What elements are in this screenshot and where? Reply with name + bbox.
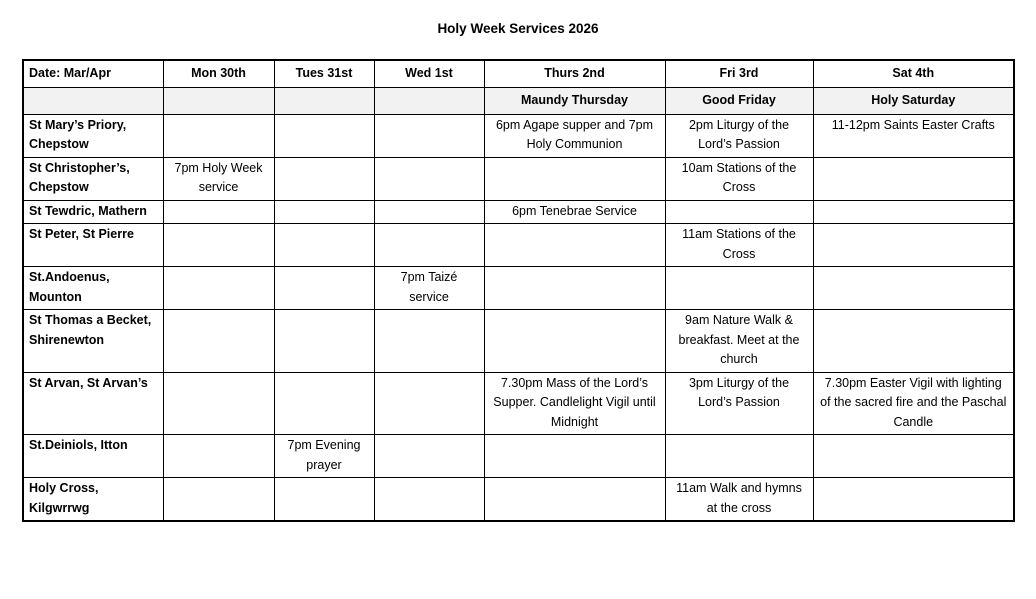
church-name-cell: St Mary’s Priory, Chepstow xyxy=(23,114,163,157)
church-name-cell: St Tewdric, Mathern xyxy=(23,200,163,224)
service-cell xyxy=(374,200,484,224)
service-cell: 11am Walk and hymns at the cross xyxy=(665,478,813,522)
column-header-wed: Wed 1st xyxy=(374,60,484,87)
service-cell xyxy=(665,267,813,310)
service-cell xyxy=(484,267,665,310)
column-subheader xyxy=(23,87,163,114)
service-cell xyxy=(484,157,665,200)
church-name-cell: Holy Cross, Kilgwrrwg xyxy=(23,478,163,522)
column-subheader-good-friday: Good Friday xyxy=(665,87,813,114)
column-subheader xyxy=(163,87,274,114)
service-cell xyxy=(665,200,813,224)
church-name-cell: St Peter, St Pierre xyxy=(23,224,163,267)
service-cell xyxy=(163,224,274,267)
service-cell xyxy=(163,114,274,157)
table-row xyxy=(23,435,1014,478)
column-subheader xyxy=(274,87,374,114)
service-cell xyxy=(163,310,274,373)
service-cell xyxy=(813,435,1014,478)
service-cell xyxy=(274,114,374,157)
service-cell: 11-12pm Saints Easter Crafts xyxy=(813,114,1014,157)
service-cell xyxy=(484,435,665,478)
church-name-cell: St Arvan, St Arvan’s xyxy=(23,372,163,435)
service-cell: 10am Stations of the Cross xyxy=(665,157,813,200)
service-cell xyxy=(813,478,1014,522)
service-cell: 6pm Tenebrae Service xyxy=(484,200,665,224)
service-cell xyxy=(163,200,274,224)
column-subheader-holy-saturday: Holy Saturday xyxy=(813,87,1014,114)
service-cell xyxy=(484,478,665,522)
service-cell xyxy=(665,435,813,478)
table-row xyxy=(23,372,1014,435)
service-cell xyxy=(274,157,374,200)
service-cell: 2pm Liturgy of the Lord’s Passion xyxy=(665,114,813,157)
service-cell xyxy=(813,157,1014,200)
service-cell xyxy=(274,478,374,522)
table-row xyxy=(23,157,1014,200)
service-cell xyxy=(374,310,484,373)
service-cell xyxy=(813,224,1014,267)
church-name-cell: St Christopher’s, Chepstow xyxy=(23,157,163,200)
church-name-cell: St.Andoenus, Mounton xyxy=(23,267,163,310)
service-cell xyxy=(374,224,484,267)
service-cell xyxy=(813,200,1014,224)
column-header-thurs: Thurs 2nd xyxy=(484,60,665,87)
service-cell xyxy=(374,435,484,478)
service-cell: 6pm Agape supper and 7pm Holy Communion xyxy=(484,114,665,157)
table-subheader-row xyxy=(23,87,1014,114)
service-cell xyxy=(274,310,374,373)
service-cell: 9am Nature Walk & breakfast. Meet at the church xyxy=(665,310,813,373)
service-cell xyxy=(484,224,665,267)
service-cell xyxy=(163,478,274,522)
column-subheader xyxy=(374,87,484,114)
column-header-tues: Tues 31st xyxy=(274,60,374,87)
table-row xyxy=(23,114,1014,157)
table-header-row xyxy=(23,60,1014,87)
service-cell xyxy=(813,310,1014,373)
holy-week-services-table xyxy=(22,59,1015,522)
service-cell xyxy=(374,372,484,435)
church-name-cell: St Thomas a Becket, Shirenewton xyxy=(23,310,163,373)
service-cell xyxy=(274,372,374,435)
service-cell: 7.30pm Easter Vigil with lighting of the sacred fire and the Paschal Candle xyxy=(813,372,1014,435)
column-header-fri: Fri 3rd xyxy=(665,60,813,87)
service-cell xyxy=(274,267,374,310)
service-cell xyxy=(274,200,374,224)
service-cell xyxy=(163,372,274,435)
table-row xyxy=(23,224,1014,267)
service-cell: 3pm Liturgy of the Lord’s Passion xyxy=(665,372,813,435)
service-cell: 7pm Taizé service xyxy=(374,267,484,310)
column-header-mon: Mon 30th xyxy=(163,60,274,87)
table-row xyxy=(23,310,1014,373)
service-cell: 7.30pm Mass of the Lord’s Supper. Candlelight Vigil until Midnight xyxy=(484,372,665,435)
column-header-date: Date: Mar/Apr xyxy=(23,60,163,87)
church-name-cell: St.Deiniols, Itton xyxy=(23,435,163,478)
service-cell xyxy=(813,267,1014,310)
service-cell xyxy=(163,267,274,310)
table-row xyxy=(23,478,1014,522)
service-cell xyxy=(374,478,484,522)
service-cell xyxy=(374,114,484,157)
page-title: Holy Week Services 2026 xyxy=(437,21,599,36)
service-cell xyxy=(484,310,665,373)
column-subheader-maundy-thursday: Maundy Thursday xyxy=(484,87,665,114)
table-row xyxy=(23,200,1014,224)
service-cell: 7pm Holy Week service xyxy=(163,157,274,200)
column-header-sat: Sat 4th xyxy=(813,60,1014,87)
service-cell xyxy=(374,157,484,200)
service-cell: 11am Stations of the Cross xyxy=(665,224,813,267)
service-cell: 7pm Evening prayer xyxy=(274,435,374,478)
service-cell xyxy=(163,435,274,478)
service-cell xyxy=(274,224,374,267)
table-row xyxy=(23,267,1014,310)
